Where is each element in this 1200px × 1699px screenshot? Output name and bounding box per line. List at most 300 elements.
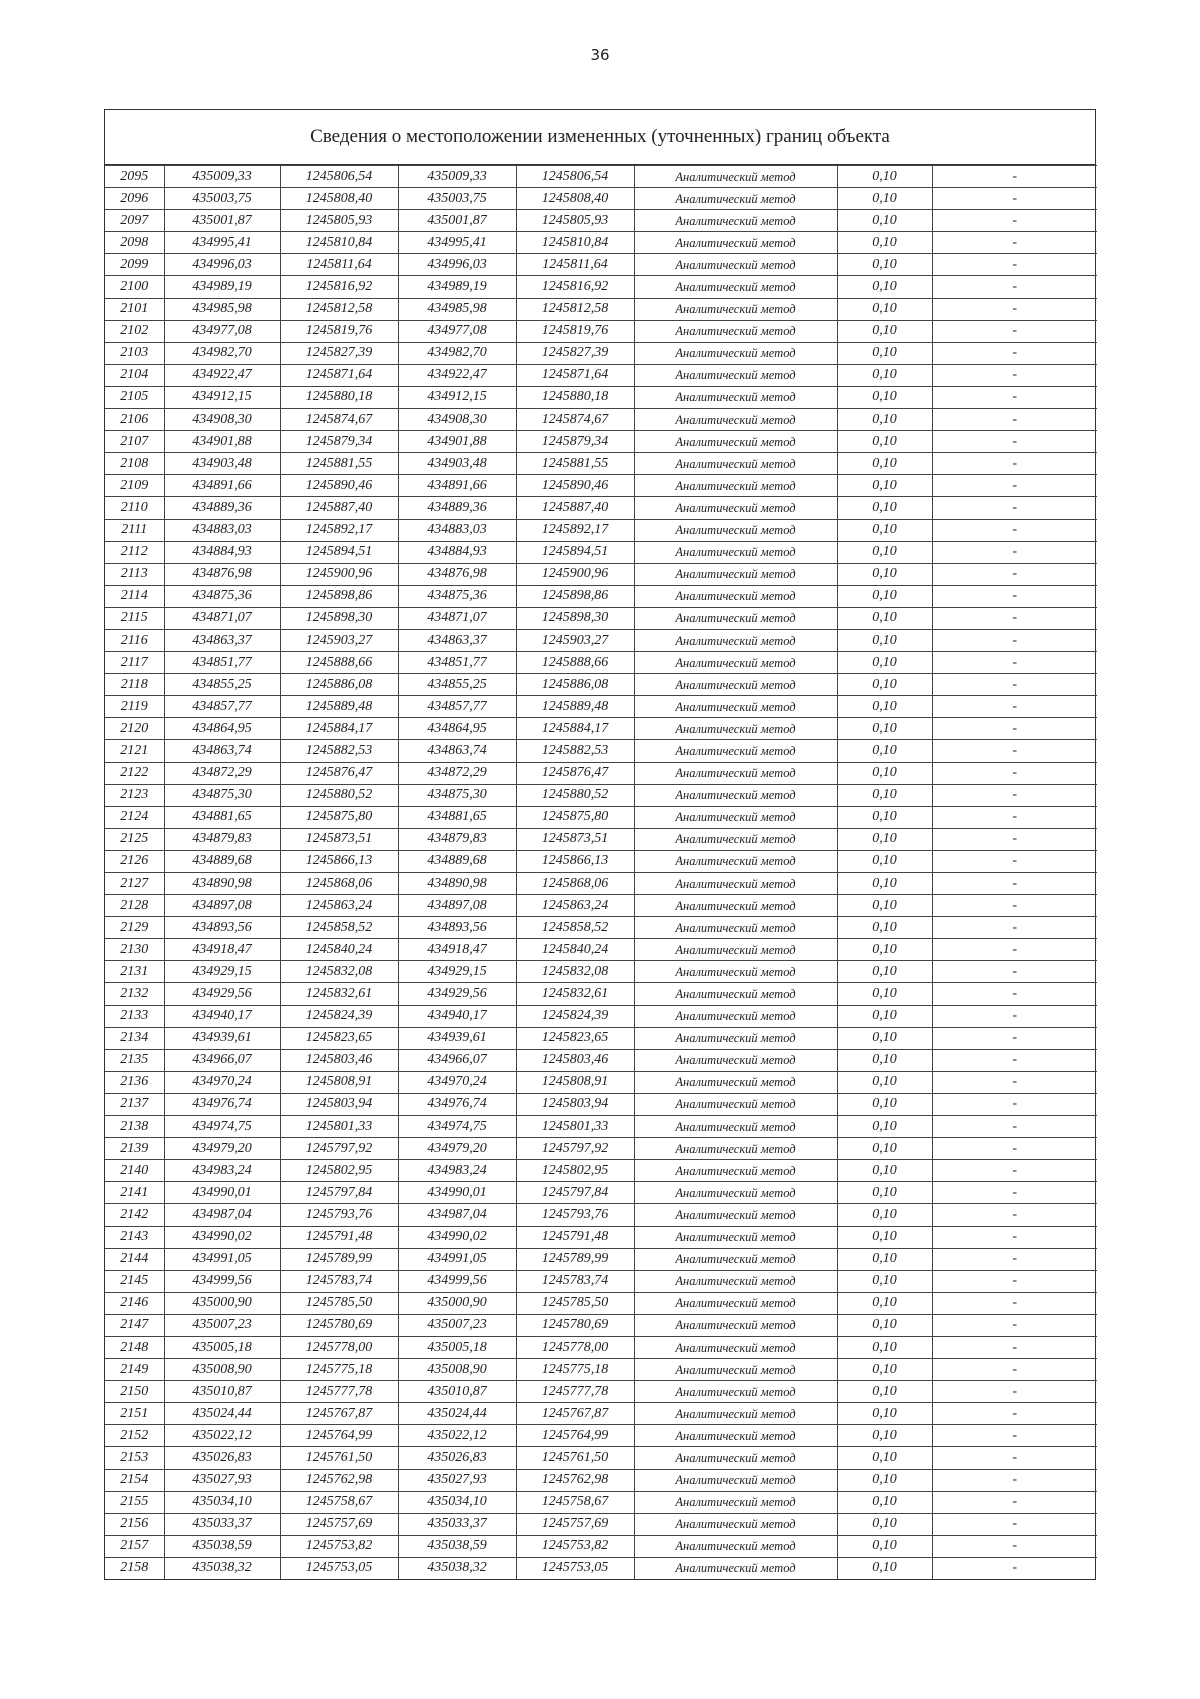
y-old-cell: 1245806,54 — [280, 166, 398, 188]
table-row — [105, 607, 1097, 629]
table-row — [105, 1535, 1097, 1557]
x-new-cell: 434983,24 — [398, 1160, 516, 1182]
method-cell: Аналитический метод — [634, 1403, 837, 1425]
x-old-cell: 435001,87 — [164, 210, 280, 232]
precision-cell: 0,10 — [837, 873, 932, 895]
table-row — [105, 629, 1097, 651]
description-cell: - — [932, 1381, 1097, 1403]
precision-cell: 0,10 — [837, 1093, 932, 1115]
precision-cell: 0,10 — [837, 364, 932, 386]
y-old-cell: 1245793,76 — [280, 1204, 398, 1226]
method-cell: Аналитический метод — [634, 342, 837, 364]
x-old-cell: 434999,56 — [164, 1270, 280, 1292]
description-cell: - — [932, 607, 1097, 629]
table-body — [105, 166, 1097, 1580]
table-row — [105, 1049, 1097, 1071]
y-new-cell: 1245764,99 — [516, 1425, 634, 1447]
table-row — [105, 1469, 1097, 1491]
x-new-cell: 434857,77 — [398, 696, 516, 718]
x-old-cell: 434939,61 — [164, 1027, 280, 1049]
description-cell: - — [932, 1535, 1097, 1557]
description-cell: - — [932, 850, 1097, 872]
table-row — [105, 1093, 1097, 1115]
description-cell: - — [932, 541, 1097, 563]
x-old-cell: 434855,25 — [164, 674, 280, 696]
x-old-cell: 434890,98 — [164, 873, 280, 895]
y-new-cell: 1245811,64 — [516, 254, 634, 276]
precision-cell: 0,10 — [837, 431, 932, 453]
description-cell: - — [932, 1204, 1097, 1226]
point-number-cell: 2149 — [105, 1359, 164, 1381]
y-old-cell: 1245879,34 — [280, 431, 398, 453]
description-cell: - — [932, 254, 1097, 276]
y-new-cell: 1245824,39 — [516, 1005, 634, 1027]
table-row — [105, 409, 1097, 431]
x-new-cell: 435009,33 — [398, 166, 516, 188]
method-cell: Аналитический метод — [634, 453, 837, 475]
y-old-cell: 1245874,67 — [280, 409, 398, 431]
y-new-cell: 1245778,00 — [516, 1336, 634, 1358]
method-cell: Аналитический метод — [634, 188, 837, 210]
y-new-cell: 1245793,76 — [516, 1204, 634, 1226]
x-new-cell: 434897,08 — [398, 895, 516, 917]
description-cell: - — [932, 718, 1097, 740]
x-old-cell: 434912,15 — [164, 386, 280, 408]
point-number-cell: 2103 — [105, 342, 164, 364]
table-row — [105, 1403, 1097, 1425]
point-number-cell: 2120 — [105, 718, 164, 740]
y-old-cell: 1245882,53 — [280, 740, 398, 762]
x-old-cell: 434908,30 — [164, 409, 280, 431]
method-cell: Аналитический метод — [634, 409, 837, 431]
x-new-cell: 434879,83 — [398, 828, 516, 850]
table-row — [105, 674, 1097, 696]
y-new-cell: 1245783,74 — [516, 1270, 634, 1292]
y-new-cell: 1245805,93 — [516, 210, 634, 232]
y-new-cell: 1245777,78 — [516, 1381, 634, 1403]
boundary-table — [104, 109, 1096, 1580]
table-row — [105, 1292, 1097, 1314]
x-old-cell: 434897,08 — [164, 895, 280, 917]
x-old-cell: 434996,03 — [164, 254, 280, 276]
method-cell: Аналитический метод — [634, 320, 837, 342]
description-cell: - — [932, 166, 1097, 188]
precision-cell: 0,10 — [837, 254, 932, 276]
x-old-cell: 435003,75 — [164, 188, 280, 210]
page-number: 36 — [590, 46, 610, 64]
x-new-cell: 434889,68 — [398, 850, 516, 872]
precision-cell: 0,10 — [837, 1491, 932, 1513]
x-old-cell: 434929,56 — [164, 983, 280, 1005]
x-new-cell: 434912,15 — [398, 386, 516, 408]
y-new-cell: 1245791,48 — [516, 1226, 634, 1248]
precision-cell: 0,10 — [837, 718, 932, 740]
x-new-cell: 434991,05 — [398, 1248, 516, 1270]
table-row — [105, 541, 1097, 563]
y-old-cell: 1245810,84 — [280, 232, 398, 254]
precision-cell: 0,10 — [837, 674, 932, 696]
description-cell: - — [932, 210, 1097, 232]
point-number-cell: 2105 — [105, 386, 164, 408]
table-row — [105, 519, 1097, 541]
point-number-cell: 2156 — [105, 1513, 164, 1535]
table-row — [105, 254, 1097, 276]
method-cell: Аналитический метод — [634, 1469, 837, 1491]
method-cell: Аналитический метод — [634, 1116, 837, 1138]
y-old-cell: 1245819,76 — [280, 320, 398, 342]
table-row — [105, 652, 1097, 674]
x-new-cell: 434990,02 — [398, 1226, 516, 1248]
x-new-cell: 435026,83 — [398, 1447, 516, 1469]
x-old-cell: 434884,93 — [164, 541, 280, 563]
y-old-cell: 1245811,64 — [280, 254, 398, 276]
method-cell: Аналитический метод — [634, 364, 837, 386]
x-new-cell: 434999,56 — [398, 1270, 516, 1292]
y-new-cell: 1245874,67 — [516, 409, 634, 431]
description-cell: - — [932, 1292, 1097, 1314]
x-old-cell: 434903,48 — [164, 453, 280, 475]
y-old-cell: 1245785,50 — [280, 1292, 398, 1314]
table-row — [105, 961, 1097, 983]
x-new-cell: 435038,32 — [398, 1557, 516, 1579]
x-new-cell: 435005,18 — [398, 1336, 516, 1358]
x-old-cell: 435008,90 — [164, 1359, 280, 1381]
description-cell: - — [932, 298, 1097, 320]
table-row — [105, 1359, 1097, 1381]
point-number-cell: 2119 — [105, 696, 164, 718]
y-old-cell: 1245873,51 — [280, 828, 398, 850]
x-new-cell: 435033,37 — [398, 1513, 516, 1535]
method-cell: Аналитический метод — [634, 784, 837, 806]
point-number-cell: 2116 — [105, 629, 164, 651]
y-old-cell: 1245832,08 — [280, 961, 398, 983]
point-number-cell: 2101 — [105, 298, 164, 320]
y-new-cell: 1245892,17 — [516, 519, 634, 541]
point-number-cell: 2111 — [105, 519, 164, 541]
y-new-cell: 1245894,51 — [516, 541, 634, 563]
method-cell: Аналитический метод — [634, 519, 837, 541]
point-number-cell: 2130 — [105, 939, 164, 961]
y-new-cell: 1245762,98 — [516, 1469, 634, 1491]
x-new-cell: 434889,36 — [398, 497, 516, 519]
table-row — [105, 1270, 1097, 1292]
method-cell: Аналитический метод — [634, 585, 837, 607]
y-old-cell: 1245863,24 — [280, 895, 398, 917]
method-cell: Аналитический метод — [634, 1160, 837, 1182]
point-number-cell: 2155 — [105, 1491, 164, 1513]
y-new-cell: 1245806,54 — [516, 166, 634, 188]
point-number-cell: 2104 — [105, 364, 164, 386]
description-cell: - — [932, 1226, 1097, 1248]
point-number-cell: 2128 — [105, 895, 164, 917]
point-number-cell: 2157 — [105, 1535, 164, 1557]
coordinates-table — [105, 165, 1097, 1579]
point-number-cell: 2123 — [105, 784, 164, 806]
point-number-cell: 2102 — [105, 320, 164, 342]
y-new-cell: 1245884,17 — [516, 718, 634, 740]
method-cell: Аналитический метод — [634, 1138, 837, 1160]
x-old-cell: 435033,37 — [164, 1513, 280, 1535]
description-cell: - — [932, 1491, 1097, 1513]
method-cell: Аналитический метод — [634, 497, 837, 519]
method-cell: Аналитический метод — [634, 1314, 837, 1336]
y-new-cell: 1245775,18 — [516, 1359, 634, 1381]
x-new-cell: 434872,29 — [398, 762, 516, 784]
method-cell: Аналитический метод — [634, 1292, 837, 1314]
y-new-cell: 1245803,46 — [516, 1049, 634, 1071]
y-new-cell: 1245866,13 — [516, 850, 634, 872]
precision-cell: 0,10 — [837, 1182, 932, 1204]
x-old-cell: 434970,24 — [164, 1071, 280, 1093]
precision-cell: 0,10 — [837, 1513, 932, 1535]
y-old-cell: 1245876,47 — [280, 762, 398, 784]
x-old-cell: 434979,20 — [164, 1138, 280, 1160]
y-new-cell: 1245889,48 — [516, 696, 634, 718]
table-row — [105, 298, 1097, 320]
x-old-cell: 434929,15 — [164, 961, 280, 983]
method-cell: Аналитический метод — [634, 917, 837, 939]
description-cell: - — [932, 453, 1097, 475]
x-old-cell: 434989,19 — [164, 276, 280, 298]
x-new-cell: 434901,88 — [398, 431, 516, 453]
method-cell: Аналитический метод — [634, 1182, 837, 1204]
method-cell: Аналитический метод — [634, 1535, 837, 1557]
description-cell: - — [932, 1071, 1097, 1093]
point-number-cell: 2147 — [105, 1314, 164, 1336]
x-new-cell: 435007,23 — [398, 1314, 516, 1336]
y-new-cell: 1245753,82 — [516, 1535, 634, 1557]
y-new-cell: 1245840,24 — [516, 939, 634, 961]
y-new-cell: 1245881,55 — [516, 453, 634, 475]
y-old-cell: 1245802,95 — [280, 1160, 398, 1182]
y-old-cell: 1245903,27 — [280, 629, 398, 651]
y-old-cell: 1245816,92 — [280, 276, 398, 298]
x-old-cell: 435038,32 — [164, 1557, 280, 1579]
y-old-cell: 1245880,18 — [280, 386, 398, 408]
precision-cell: 0,10 — [837, 1071, 932, 1093]
y-new-cell: 1245868,06 — [516, 873, 634, 895]
description-cell: - — [932, 1469, 1097, 1491]
precision-cell: 0,10 — [837, 320, 932, 342]
x-new-cell: 434863,37 — [398, 629, 516, 651]
y-old-cell: 1245888,66 — [280, 652, 398, 674]
x-old-cell: 434889,36 — [164, 497, 280, 519]
point-number-cell: 2129 — [105, 917, 164, 939]
x-new-cell: 434864,95 — [398, 718, 516, 740]
y-new-cell: 1245898,86 — [516, 585, 634, 607]
method-cell: Аналитический метод — [634, 939, 837, 961]
table-row — [105, 762, 1097, 784]
description-cell: - — [932, 1160, 1097, 1182]
x-old-cell: 434991,05 — [164, 1248, 280, 1270]
x-new-cell: 434890,98 — [398, 873, 516, 895]
x-old-cell: 434875,36 — [164, 585, 280, 607]
x-old-cell: 434864,95 — [164, 718, 280, 740]
description-cell: - — [932, 1336, 1097, 1358]
y-new-cell: 1245789,99 — [516, 1248, 634, 1270]
y-new-cell: 1245887,40 — [516, 497, 634, 519]
precision-cell: 0,10 — [837, 1557, 932, 1579]
method-cell: Аналитический метод — [634, 1204, 837, 1226]
description-cell: - — [932, 1359, 1097, 1381]
point-number-cell: 2143 — [105, 1226, 164, 1248]
precision-cell: 0,10 — [837, 1359, 932, 1381]
y-old-cell: 1245871,64 — [280, 364, 398, 386]
table-row — [105, 1182, 1097, 1204]
x-new-cell: 434974,75 — [398, 1116, 516, 1138]
y-new-cell: 1245753,05 — [516, 1557, 634, 1579]
point-number-cell: 2126 — [105, 850, 164, 872]
x-old-cell: 434983,24 — [164, 1160, 280, 1182]
y-new-cell: 1245803,94 — [516, 1093, 634, 1115]
precision-cell: 0,10 — [837, 806, 932, 828]
table-row — [105, 1248, 1097, 1270]
point-number-cell: 2097 — [105, 210, 164, 232]
x-old-cell: 434872,29 — [164, 762, 280, 784]
x-old-cell: 435010,87 — [164, 1381, 280, 1403]
y-new-cell: 1245785,50 — [516, 1292, 634, 1314]
method-cell: Аналитический метод — [634, 1005, 837, 1027]
table-row — [105, 696, 1097, 718]
table-title: Сведения о местоположении измененных (уточненных) границ объекта — [105, 110, 1095, 165]
y-new-cell: 1245876,47 — [516, 762, 634, 784]
x-old-cell: 434976,74 — [164, 1093, 280, 1115]
y-old-cell: 1245827,39 — [280, 342, 398, 364]
table-row — [105, 342, 1097, 364]
y-new-cell: 1245875,80 — [516, 806, 634, 828]
y-old-cell: 1245858,52 — [280, 917, 398, 939]
point-number-cell: 2096 — [105, 188, 164, 210]
description-cell: - — [932, 364, 1097, 386]
precision-cell: 0,10 — [837, 607, 932, 629]
x-new-cell: 435038,59 — [398, 1535, 516, 1557]
method-cell: Аналитический метод — [634, 983, 837, 1005]
precision-cell: 0,10 — [837, 342, 932, 364]
table-row — [105, 1116, 1097, 1138]
x-old-cell: 434871,07 — [164, 607, 280, 629]
table-row — [105, 166, 1097, 188]
x-old-cell: 434974,75 — [164, 1116, 280, 1138]
point-number-cell: 2150 — [105, 1381, 164, 1403]
y-new-cell: 1245900,96 — [516, 563, 634, 585]
x-new-cell: 434863,74 — [398, 740, 516, 762]
method-cell: Аналитический метод — [634, 1049, 837, 1071]
description-cell: - — [932, 740, 1097, 762]
precision-cell: 0,10 — [837, 298, 932, 320]
y-old-cell: 1245764,99 — [280, 1425, 398, 1447]
description-cell: - — [932, 873, 1097, 895]
description-cell: - — [932, 1049, 1097, 1071]
table-row — [105, 983, 1097, 1005]
point-number-cell: 2099 — [105, 254, 164, 276]
y-old-cell: 1245808,91 — [280, 1071, 398, 1093]
method-cell: Аналитический метод — [634, 1027, 837, 1049]
x-old-cell: 434987,04 — [164, 1204, 280, 1226]
x-new-cell: 434881,65 — [398, 806, 516, 828]
point-number-cell: 2132 — [105, 983, 164, 1005]
precision-cell: 0,10 — [837, 585, 932, 607]
y-old-cell: 1245783,74 — [280, 1270, 398, 1292]
precision-cell: 0,10 — [837, 1248, 932, 1270]
description-cell: - — [932, 1116, 1097, 1138]
table-row — [105, 1447, 1097, 1469]
y-old-cell: 1245886,08 — [280, 674, 398, 696]
precision-cell: 0,10 — [837, 1204, 932, 1226]
table-row — [105, 740, 1097, 762]
y-old-cell: 1245762,98 — [280, 1469, 398, 1491]
method-cell: Аналитический метод — [634, 1071, 837, 1093]
x-new-cell: 434883,03 — [398, 519, 516, 541]
table-row — [105, 210, 1097, 232]
description-cell: - — [932, 1425, 1097, 1447]
precision-cell: 0,10 — [837, 1469, 932, 1491]
x-new-cell: 434990,01 — [398, 1182, 516, 1204]
table-row — [105, 1381, 1097, 1403]
description-cell: - — [932, 1182, 1097, 1204]
precision-cell: 0,10 — [837, 1425, 932, 1447]
point-number-cell: 2131 — [105, 961, 164, 983]
x-new-cell: 434989,19 — [398, 276, 516, 298]
point-number-cell: 2139 — [105, 1138, 164, 1160]
table-row — [105, 475, 1097, 497]
y-old-cell: 1245801,33 — [280, 1116, 398, 1138]
description-cell: - — [932, 1005, 1097, 1027]
point-number-cell: 2118 — [105, 674, 164, 696]
description-cell: - — [932, 232, 1097, 254]
x-old-cell: 434879,83 — [164, 828, 280, 850]
table-row — [105, 895, 1097, 917]
point-number-cell: 2144 — [105, 1248, 164, 1270]
method-cell: Аналитический метод — [634, 1513, 837, 1535]
x-old-cell: 434857,77 — [164, 696, 280, 718]
y-new-cell: 1245886,08 — [516, 674, 634, 696]
method-cell: Аналитический метод — [634, 895, 837, 917]
table-row — [105, 828, 1097, 850]
description-cell: - — [932, 1403, 1097, 1425]
table-row — [105, 850, 1097, 872]
precision-cell: 0,10 — [837, 828, 932, 850]
description-cell: - — [932, 386, 1097, 408]
precision-cell: 0,10 — [837, 453, 932, 475]
precision-cell: 0,10 — [837, 166, 932, 188]
description-cell: - — [932, 939, 1097, 961]
x-old-cell: 434851,77 — [164, 652, 280, 674]
method-cell: Аналитический метод — [634, 276, 837, 298]
precision-cell: 0,10 — [837, 1314, 932, 1336]
description-cell: - — [932, 563, 1097, 585]
y-old-cell: 1245753,82 — [280, 1535, 398, 1557]
x-old-cell: 434940,17 — [164, 1005, 280, 1027]
method-cell: Аналитический метод — [634, 1381, 837, 1403]
y-old-cell: 1245797,84 — [280, 1182, 398, 1204]
x-old-cell: 434893,56 — [164, 917, 280, 939]
precision-cell: 0,10 — [837, 497, 932, 519]
point-number-cell: 2112 — [105, 541, 164, 563]
description-cell: - — [932, 320, 1097, 342]
precision-cell: 0,10 — [837, 629, 932, 651]
y-old-cell: 1245823,65 — [280, 1027, 398, 1049]
table-row — [105, 232, 1097, 254]
method-cell: Аналитический метод — [634, 873, 837, 895]
point-number-cell: 2114 — [105, 585, 164, 607]
x-new-cell: 435022,12 — [398, 1425, 516, 1447]
point-number-cell: 2141 — [105, 1182, 164, 1204]
method-cell: Аналитический метод — [634, 762, 837, 784]
y-old-cell: 1245808,40 — [280, 188, 398, 210]
precision-cell: 0,10 — [837, 519, 932, 541]
method-cell: Аналитический метод — [634, 806, 837, 828]
table-row — [105, 276, 1097, 298]
